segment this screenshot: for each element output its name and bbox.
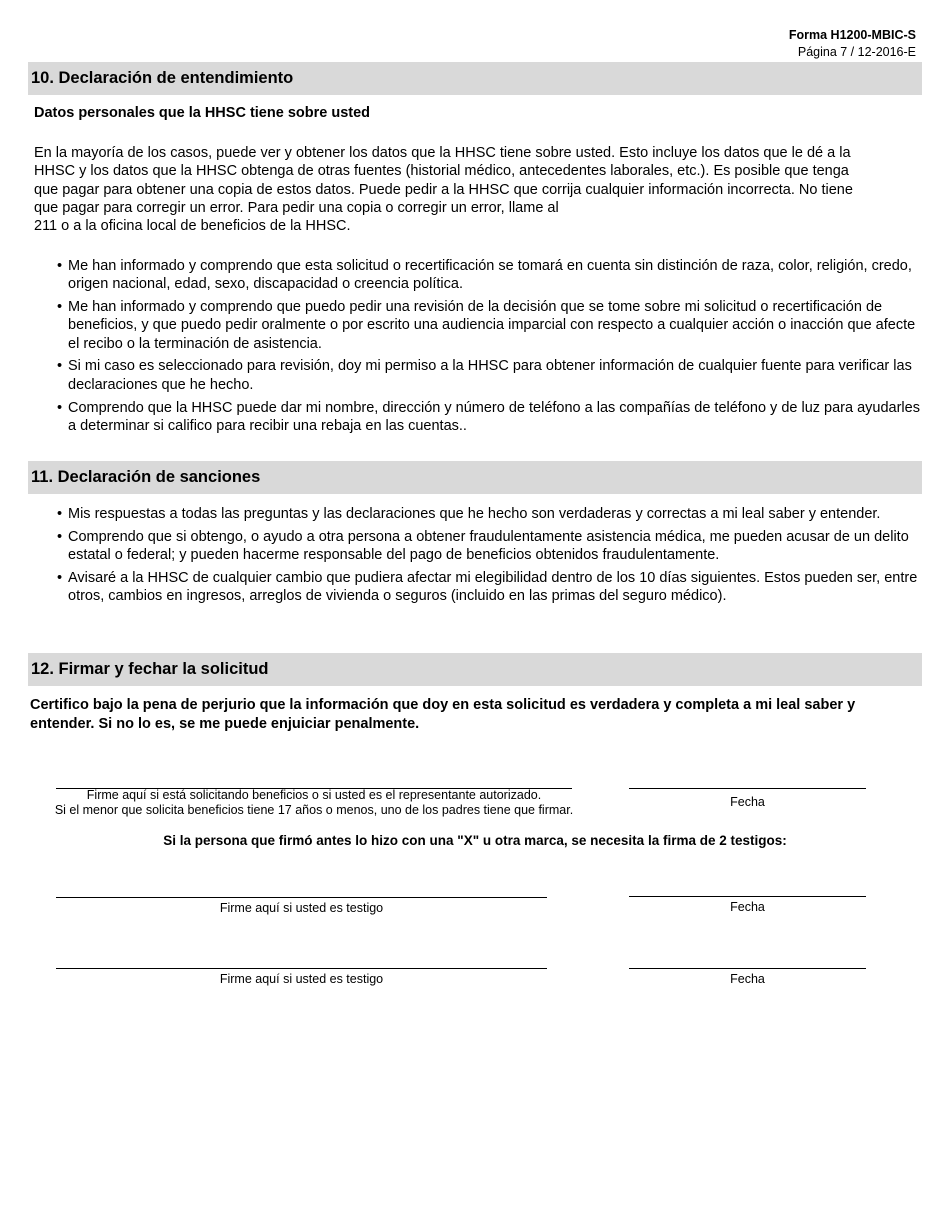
applicant-date-label: Fecha: [730, 795, 765, 809]
bullet-item: • Avisaré a la HHSC de cualquier cambio que pudiera afectar mi elegibilidad dentro de los 10 días siguientes. Estos pueden ser, entre otros, cambios en ingresos, arreglos de vivienda o seguros (incluido en las primas del seguro médico).: [56, 569, 926, 606]
section-10-bullets: [56, 257, 926, 440]
witness-note: Si la persona que firmó antes lo hizo con una "X" u otra marca, se necesita la firma de 2 testigos:: [163, 833, 787, 848]
bullet-item: • Me han informado y comprendo que puedo pedir una revisión de la decisión que se tome sobre mi solicitud o recertificación de beneficios, y que puedo pedir oralmente o por escrito una audiencia imparcial con respecto a cualquier acción o inacción que afecte el recibo o la terminación de asistencia.: [56, 298, 926, 353]
witness-1-date-label: Fecha: [730, 900, 765, 914]
paragraph-line: que pagar para obtener una copia de estos datos. Puede pedir a la HHSC que corrija cualquier información incorrecta. No tiene: [34, 181, 853, 198]
perjury-certification: Certifico bajo la pena de perjurio que la información que doy en esta solicitud es verdadera y completa a mi leal saber y entender. Si no lo es, se me puede enjuiciar penalmente.: [30, 697, 856, 732]
witness-2-signature-line[interactable]: [56, 968, 547, 969]
applicant-date-line[interactable]: [629, 788, 866, 789]
section-11-bullets: [56, 505, 926, 610]
page-number: Página 7 / 12-2016-E: [797, 45, 916, 59]
section-12-title: 12. Firmar y fechar la solicitud: [28, 653, 922, 686]
bullet-item: • Mis respuestas a todas las preguntas y las declaraciones que he hecho son verdaderas y correctas a mi leal saber y entender.: [56, 505, 926, 523]
caption-line: Firme aquí si está solicitando beneficios o si usted es el representante autorizado.: [86, 788, 542, 802]
applicant-signature-caption: [40, 788, 588, 817]
personal-data-paragraph: [34, 144, 924, 235]
paragraph-line: En la mayoría de los casos, puede ver y obtener los datos que la HHSC tiene sobre usted. Esto incluye los datos que le dé a la: [34, 145, 851, 161]
bullet-item: • Comprendo que si obtengo, o ayudo a otra persona a obtener fraudulentamente asistencia médica, me pueden acusar de un delito estatal o federal; y pueden hacerme responsable del pago de beneficios obtenidos fraudulentamente.: [56, 528, 926, 565]
section-11-title: 11. Declaración de sanciones: [28, 461, 922, 494]
bullet-item: • Comprendo que la HHSC puede dar mi nombre, dirección y número de teléfono a las compañías de teléfono y de luz para ayudarles a determinar si califico para recibir una rebaja en las cuentas..: [56, 399, 926, 436]
section-10-subtitle: Datos personales que la HHSC tiene sobre usted: [34, 105, 371, 121]
bullet-item: • Si mi caso es seleccionado para revisión, doy mi permiso a la HHSC para obtener información de cualquier fuente para verificar las declaraciones que he hecho.: [56, 357, 926, 394]
form-header: [789, 27, 916, 61]
witness-1-signature-line[interactable]: [56, 897, 547, 898]
paragraph-line: que pagar para corregir un error. Para pedir una copia o corregir un error, llame al: [34, 199, 559, 216]
paragraph-line: HHSC y los datos que la HHSC obtenga de otras fuentes (historial médico, antecedentes laborales, etc.). Es posible que tenga: [34, 163, 849, 180]
paragraph-line: 211 o a la oficina local de beneficios de la HHSC.: [34, 218, 351, 235]
witness-2-date-line[interactable]: [629, 968, 866, 969]
witness-2-date-label: Fecha: [730, 972, 765, 986]
caption-line: Si el menor que solicita beneficios tiene 17 años o menos, uno de los padres tiene que firmar.: [54, 802, 574, 817]
witness-1-signature-label: Firme aquí si usted es testigo: [219, 901, 384, 915]
bullet-item: • Me han informado y comprendo que esta solicitud o recertificación se tomará en cuenta sin distinción de raza, color, religión, credo, origen nacional, edad, sexo, discapacidad o creencia política.: [56, 257, 926, 294]
witness-1-date-line[interactable]: [629, 896, 866, 897]
witness-2-signature-label: Firme aquí si usted es testigo: [219, 972, 384, 986]
section-10-title: 10. Declaración de entendimiento: [28, 62, 922, 95]
form-number: Forma H1200-MBIC-S: [788, 28, 916, 42]
